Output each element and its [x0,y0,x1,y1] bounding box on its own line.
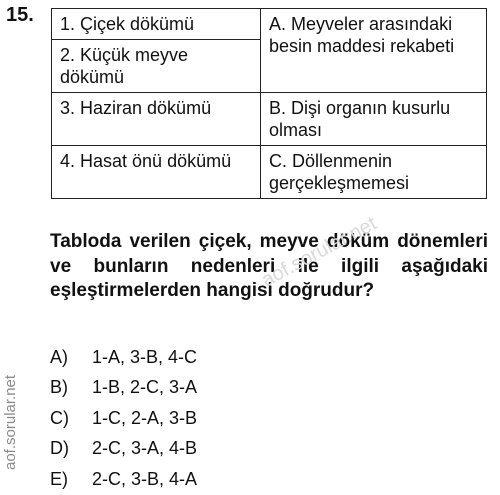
option-b[interactable] [50,373,197,404]
table-cell-item-2: 2. Küçük meyve dökümü [52,40,261,93]
table-cell-reason-b: B. Dişi organın kusurlu olması [261,93,487,146]
table-cell-item-1: 1. Çiçek dökümü [52,9,261,40]
option-text: 1-C, 2-A, 3-B [92,407,198,428]
option-e[interactable] [50,464,197,495]
option-letter: E) [50,468,68,489]
table-row [52,93,487,146]
table-cell-reason-c: C. Döllenmenin gerçekleşmemesi [261,146,487,199]
watermark-center: aof.sorular.net [258,212,381,292]
watermark-side: aof.sorular.net [2,374,19,470]
table-row [52,146,487,199]
option-d[interactable] [50,434,197,465]
question-stem: Tabloda verilen çiçek, meyve döküm dönemleri ve bunların nedenleri ile ilgili aşağıdaki eşleştirmelerden hangisi doğrudur? [50,231,488,301]
option-text: 2-C, 3-B, 4-A [92,468,198,489]
table-cell-item-3: 3. Haziran dökümü [52,93,261,146]
answer-options [50,342,197,495]
option-letter: C) [50,407,69,428]
option-letter: B) [50,377,68,398]
option-text: 1-B, 2-C, 3-A [92,377,198,398]
option-letter: D) [50,438,69,459]
option-letter: A) [50,346,68,367]
table-cell-reason-a: A. Meyveler arasındaki besin maddesi rekabeti [261,9,487,93]
matching-table [51,8,487,199]
option-text: 2-C, 3-A, 4-B [92,438,198,459]
option-text: 1-A, 3-B, 4-C [92,346,198,367]
option-c[interactable] [50,403,197,434]
question-number: 15. [6,4,34,26]
table-row [52,9,487,40]
option-a[interactable] [50,342,197,373]
table-cell-item-4: 4. Hasat önü dökümü [52,146,261,199]
